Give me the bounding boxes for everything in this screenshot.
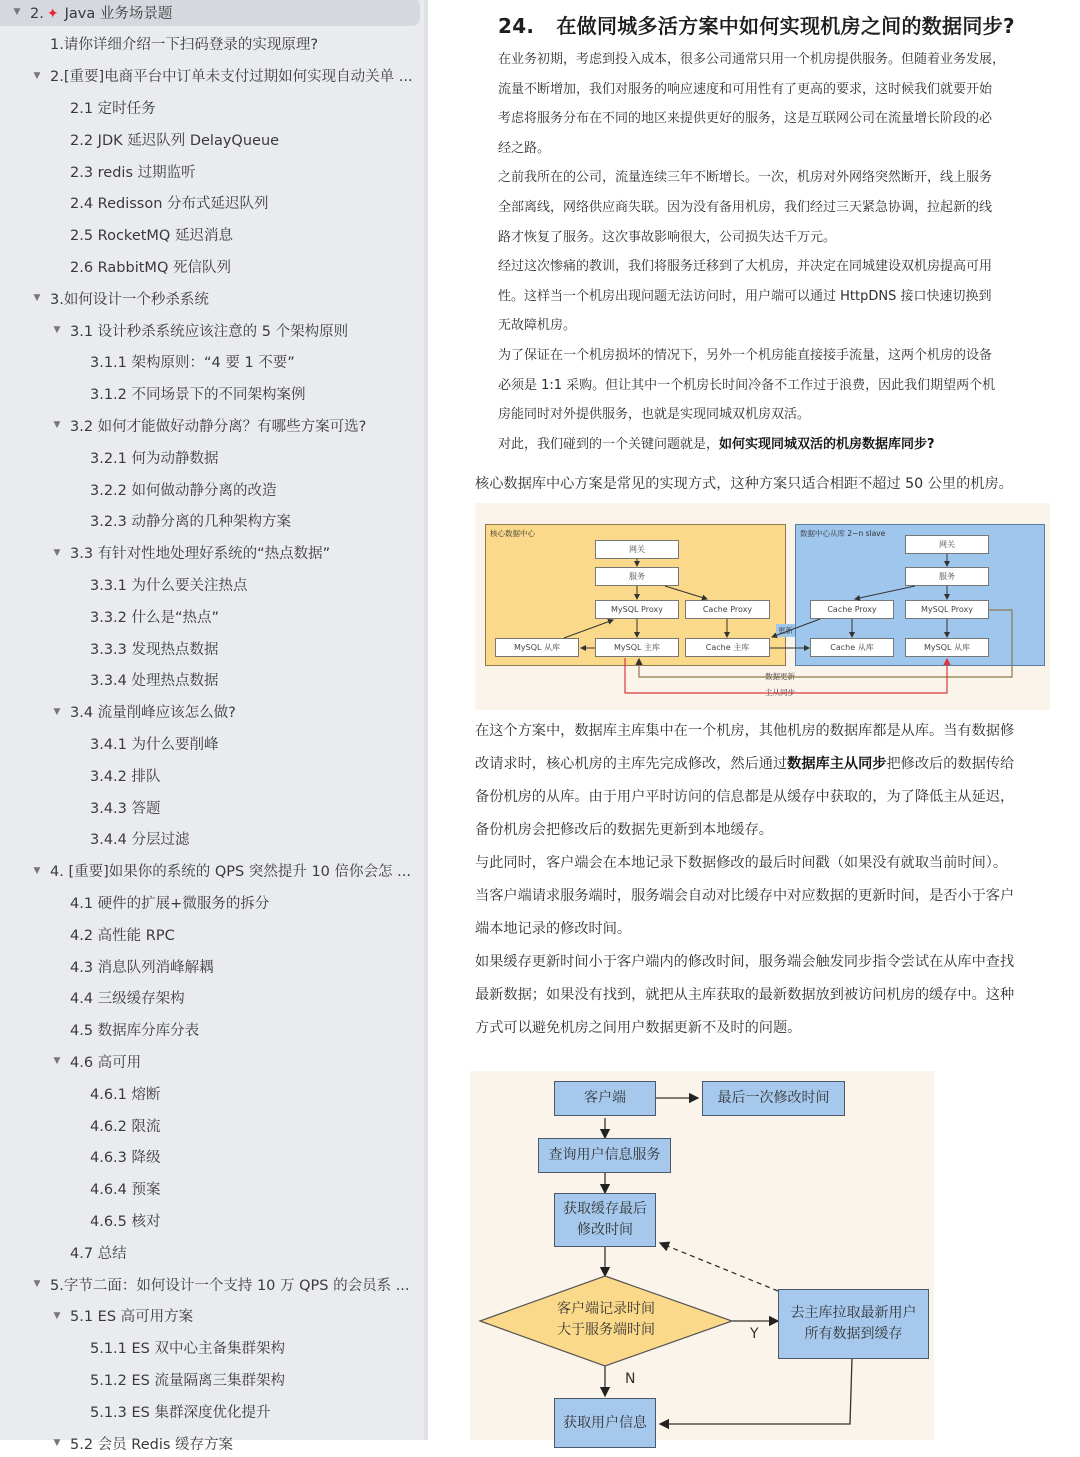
text-span: 数据库主从同步 — [787, 756, 887, 772]
text-line — [475, 847, 1014, 880]
zone-label: 核心数据中心 — [490, 529, 535, 538]
toc-item[interactable] — [0, 316, 420, 344]
toc-item-label: 3.1.2 不同场景下的不同架构案例 — [90, 387, 306, 404]
legend-data-update: 数据更新 — [765, 672, 795, 681]
expand-arrow-icon[interactable]: ▼ — [53, 706, 61, 717]
node-label: 获取缓存最后 — [563, 1201, 647, 1217]
sync-explanation-paragraphs — [475, 715, 1014, 1045]
toc-item[interactable] — [0, 1143, 420, 1171]
toc-item-label: 4.6.2 限流 — [90, 1118, 161, 1135]
yes-label: Y — [750, 1326, 759, 1342]
text-span: 端本地记录的修改时间。 — [475, 921, 632, 937]
legend-master-slave-sync: 主从同步 — [765, 688, 795, 697]
expand-arrow-icon[interactable]: ▼ — [13, 7, 21, 17]
toc-item-label: 2.2 JDK 延迟队列 DelayQueue — [70, 132, 280, 149]
slave-cache-node: Cache 从库 — [810, 638, 894, 657]
text-line — [475, 880, 1014, 913]
toc-item[interactable] — [0, 507, 420, 535]
text-span: 最新数据；如果没有找到，就把从主库获取的最新数据放到被访问机房的缓存中。这种 — [475, 987, 1015, 1003]
intro-paragraphs — [498, 45, 1005, 430]
expand-arrow-icon[interactable]: ▼ — [53, 325, 61, 335]
toc-item[interactable] — [0, 825, 420, 853]
toc-item-label: 4.6.3 降级 — [90, 1150, 161, 1167]
toc-item-label: 4.2 高性能 RPC — [70, 927, 175, 944]
toc-item[interactable] — [0, 888, 420, 916]
toc-item-label: 5.2 会员 Redis 缓存方案 — [70, 1436, 234, 1453]
toc-item-label: 3.2 如何才能做好动静分离？有哪些方案可选? — [70, 418, 367, 435]
text-line: 经过这次惨痛的教训，我们将服务迁移到了大机房，并决定在同城建设双机房提高可用 — [498, 259, 993, 275]
toc-item-label: 5.1.2 ES 流量隔离三集群架构 — [90, 1372, 285, 1389]
toc-item[interactable] — [0, 1334, 420, 1362]
text-line: 经之路。 — [498, 140, 551, 156]
toc-item-label: 3.1.1 架构原则：“4 要 1 不要” — [90, 355, 295, 372]
query-service-node — [538, 1138, 671, 1173]
text-line — [475, 946, 1014, 979]
toc-item[interactable] — [0, 761, 420, 789]
toc-item-label: 3.3.4 处理热点数据 — [90, 673, 219, 690]
toc-item-label: 2.3 redis 过期监听 — [70, 164, 196, 181]
text-span: 改请求时，核心机房的主库先完成修改，然后通过 — [475, 756, 788, 772]
text-line — [475, 979, 1014, 1012]
toc-item-label: 3.2.3 动静分离的几种架构方案 — [90, 514, 292, 531]
toc-item[interactable] — [0, 1429, 420, 1457]
toc-item-label: 3.4 流量削峰应该怎么做? — [70, 705, 236, 722]
toc-item-label: 2.5 RocketMQ 延迟消息 — [70, 228, 233, 245]
toc-item[interactable] — [0, 1206, 420, 1234]
toc-item[interactable] — [0, 1302, 420, 1330]
slave-service-node: 服务 — [905, 567, 989, 586]
toc-item[interactable] — [0, 920, 420, 948]
document-content — [428, 0, 1080, 1440]
toc-item-label: 5.1.1 ES 双中心主备集群架构 — [90, 1341, 285, 1358]
toc-item[interactable] — [0, 793, 420, 821]
toc-item[interactable] — [0, 93, 420, 121]
client-node: 客户端 — [554, 1081, 656, 1116]
text-span: 把修改后的数据传给 — [886, 756, 1015, 772]
slave-mysql-node: MySQL 从库 — [905, 638, 989, 657]
text-span: 备份机房的从库。由于用户平时访问的信息都是从缓存中获取的，为了降低主从延迟， — [475, 789, 1015, 805]
text-span: 在这个方案中，数据库主库集中在一个机房，其他机房的数据库都是从库。当有数据修 — [475, 723, 1015, 739]
pin-icon: ✦ — [46, 5, 59, 22]
text-line: 考虑将服务分布在不同的地区来提供更好的服务，这是互联网公司在流量增长阶段的必 — [498, 111, 993, 127]
expand-arrow-icon[interactable]: ▼ — [53, 1056, 61, 1067]
toc-item[interactable] — [0, 666, 420, 694]
toc-item[interactable] — [0, 698, 420, 726]
toc-item-label: 3.4.3 答题 — [90, 800, 161, 817]
toc-item[interactable] — [0, 221, 420, 249]
node-label: 所有数据到缓存 — [804, 1326, 903, 1342]
decision-node — [550, 1299, 662, 1341]
question-line — [498, 430, 935, 460]
toc-item[interactable] — [0, 348, 420, 376]
toc-item-label: 5.1 ES 高可用方案 — [70, 1309, 194, 1326]
toc-item-label: 5.字节二面：如何设计一个支持 10 万 QPS 的会员系 ... — [50, 1277, 410, 1294]
toc-item[interactable] — [0, 857, 420, 885]
expand-arrow-icon[interactable]: ▼ — [33, 293, 41, 304]
section-title: 在做同城多活方案中如何实现机房之间的数据同步? — [556, 14, 1015, 38]
toc-item[interactable] — [0, 1016, 420, 1044]
expand-arrow-icon[interactable]: ▼ — [53, 547, 61, 558]
toc-item[interactable] — [0, 411, 420, 439]
toc-item[interactable] — [0, 475, 420, 503]
core-service-node: 服务 — [595, 567, 679, 586]
architecture-diagram — [475, 503, 1050, 710]
expand-arrow-icon[interactable]: ▼ — [33, 1279, 41, 1289]
question-prefix: 对此，我们碰到的一个关键问题就是， — [498, 437, 720, 452]
toc-item[interactable] — [0, 1047, 420, 1075]
text-line — [475, 781, 1014, 814]
core-mysql-slave-node: MySQL 从库 — [495, 638, 579, 657]
toc-item[interactable] — [0, 1397, 420, 1425]
text-span: 方式可以避免机房之间用户数据更新不及时的问题。 — [475, 1020, 802, 1036]
text-span: 当客户端请求服务端时，服务端会自动对比缓存中对应数据的更新时间，是否小于客户 — [475, 888, 1015, 904]
text-line — [475, 748, 1014, 781]
toc-item[interactable] — [0, 984, 420, 1012]
decision-label: 大于服务端时间 — [557, 1322, 655, 1338]
pull-master-node — [778, 1289, 929, 1359]
toc-item-label: 2.1 定时任务 — [70, 100, 156, 117]
toc-item[interactable] — [0, 1270, 420, 1298]
toc-item[interactable] — [0, 380, 420, 408]
page-title — [498, 10, 1015, 39]
expand-arrow-icon[interactable]: ▼ — [53, 1310, 61, 1321]
toc-item-label: 4. [重要]如果你的系统的 QPS 突然提升 10 倍你会怎 ... — [50, 864, 411, 881]
toc-item-label: 3.2.1 何为动静数据 — [90, 450, 219, 467]
toc-item-label: 2.[重要]电商平台中订单未支付过期如何实现自动关单 ... — [50, 69, 413, 86]
expand-arrow-icon[interactable]: ▼ — [33, 70, 41, 81]
toc-item-label: 4.6 高可用 — [70, 1054, 142, 1071]
toc-item[interactable] — [0, 1111, 420, 1139]
slave-mysql-proxy-node: MySQL Proxy — [905, 600, 989, 619]
slave-cache-proxy-node: Cache Proxy — [810, 600, 894, 619]
core-gateway-node: 网关 — [595, 540, 679, 559]
text-line — [475, 814, 1014, 847]
toc-item-label: 3.3 有针对性地处理好系统的“热点数据” — [70, 546, 331, 563]
toc-item[interactable] — [0, 0, 420, 26]
toc-item-label: 2.6 RabbitMQ 死信队列 — [70, 259, 231, 276]
expand-arrow-icon[interactable]: ▼ — [33, 865, 41, 876]
toc-item-label: 3.4.2 排队 — [90, 768, 161, 785]
text-line: 必须是 1:1 采购。但让其中一个机房长时间冷备不工作过于浪费，因此我们期望两个机 — [498, 377, 996, 393]
toc-item-label: 3.1 设计秒杀系统应该注意的 5 个架构原则 — [70, 323, 349, 340]
toc-item-label: 3.2.2 如何做动静分离的改造 — [90, 482, 277, 499]
node-label: 修改时间 — [577, 1222, 633, 1238]
architecture-connectors — [475, 503, 1050, 710]
slave-gateway-node: 网关 — [905, 535, 989, 554]
sync-flowchart — [470, 1071, 934, 1440]
toc-item[interactable] — [0, 62, 420, 90]
text-line — [475, 715, 1014, 748]
toc-item-label: 2.4 Redisson 分布式延迟队列 — [70, 196, 269, 213]
text-span: 与此同时，客户端会在本地记录下数据修改的最后时间戳（如果没有就取当前时间）。 — [475, 855, 1008, 871]
toc-item[interactable] — [0, 30, 420, 58]
text-line: 在业务初期，考虑到投入成本，很多公司通常只用一个机房提供服务。但随着业务发展， — [498, 52, 1006, 67]
question-bold: 如何实现同城双活的机房数据库同步? — [719, 437, 935, 452]
expand-arrow-icon[interactable]: ▼ — [53, 1438, 61, 1448]
toc-item-label: 3.如何设计一个秒杀系统 — [50, 291, 209, 308]
text-line — [475, 913, 1014, 946]
toc-item-label: 3.3.2 什么是“热点” — [90, 609, 220, 626]
text-line — [475, 1012, 1014, 1045]
text-line: 房能同时对外提供服务，也就是实现同城双机房双活。 — [498, 407, 811, 423]
no-label: N — [625, 1371, 636, 1387]
toc-item-label: 4.6.1 熔断 — [90, 1086, 161, 1103]
toc-item-label: 4.4 三级缓存架构 — [70, 991, 185, 1008]
get-cache-time-node — [554, 1193, 656, 1247]
toc-item[interactable] — [0, 189, 420, 217]
toc-item[interactable] — [0, 125, 420, 153]
core-cache-master-node: Cache 主库 — [685, 638, 770, 657]
toc-item[interactable] — [0, 1079, 420, 1107]
toc-item[interactable] — [0, 284, 420, 312]
text-line: 全部离线，网络供应商失联。因为没有备用机房，我们经过三天紧急协调，拉起新的线 — [498, 199, 993, 215]
toc-item-label: 4.1 硬件的扩展+微服务的拆分 — [70, 895, 270, 912]
toc-sidebar — [0, 0, 428, 1453]
toc-item[interactable] — [0, 157, 420, 185]
toc-item[interactable] — [0, 443, 420, 471]
toc-item[interactable] — [0, 1175, 420, 1203]
text-line: 性。这样当一个机房出现问题无法访问时，用户端可以通过 HttpDNS 接口快速切换到 — [498, 288, 992, 304]
toc-item-label: 3.3.1 为什么要关注热点 — [90, 577, 248, 594]
node-label: 查询用户信息服务 — [548, 1147, 661, 1163]
core-cache-proxy-node: Cache Proxy — [685, 600, 770, 619]
text-span: 备份机房会把修改后的数据先更新到本地缓存。 — [475, 822, 773, 838]
core-scheme-line: 核心数据库中心方案是常见的实现方式，这种方案只适合相距不超过 50 公里的机房。 — [475, 476, 1013, 492]
text-line: 流量不断增加，我们对服务的响应速度和可用性有了更高的要求，这时候我们就要开始 — [498, 81, 993, 97]
zone-label: 数据中心从库 2~n slave — [800, 529, 886, 538]
toc-item[interactable] — [0, 1238, 420, 1266]
toc-item[interactable] — [0, 539, 420, 567]
toc-item-label: 3.4.1 为什么要削峰 — [90, 736, 219, 753]
toc-item-label: 2. ✦ Java 业务场景题 — [30, 5, 173, 22]
get-user-info-node: 获取用户信息 — [554, 1398, 656, 1448]
expand-arrow-icon[interactable]: ▼ — [53, 420, 61, 431]
toc-item-label: 3.3.3 发现热点数据 — [90, 641, 219, 658]
toc-item[interactable] — [0, 602, 420, 630]
update-tag: 更新 — [778, 626, 793, 635]
core-mysql-master-node: MySQL 主库 — [595, 638, 679, 657]
core-mysql-proxy-node: MySQL Proxy — [595, 600, 679, 619]
toc-item-label: 4.6.4 预案 — [90, 1182, 161, 1199]
section-number: 24. — [498, 14, 535, 38]
flowchart-connectors — [470, 1071, 934, 1440]
text-span: 如果缓存更新时间小于客户端内的修改时间，服务端会触发同步指令尝试在从库中查找 — [475, 954, 1015, 970]
toc-item-label: 1.请你详细介绍一下扫码登录的实现原理? — [50, 37, 319, 54]
node-label: 去主库拉取最新用户 — [790, 1305, 917, 1321]
toc-item-label: 4.5 数据库分库分表 — [70, 1023, 200, 1040]
toc-item-label: 5.1.3 ES 集群深度优化提升 — [90, 1404, 271, 1421]
decision-label: 客户端记录时间 — [557, 1301, 655, 1317]
text-line: 为了保证在一个机房损坏的情况下，另外一个机房能直接接手流量，这两个机房的设备 — [498, 347, 993, 363]
toc-item-label: 4.3 消息队列消峰解耦 — [70, 959, 214, 976]
toc-item[interactable] — [0, 729, 420, 757]
last-modified-node: 最后一次修改时间 — [702, 1081, 845, 1116]
text-line: 无故障机房。 — [498, 318, 577, 334]
toc-item[interactable] — [0, 634, 420, 662]
toc-item[interactable] — [0, 570, 420, 598]
toc-item[interactable] — [0, 1365, 420, 1393]
toc-item[interactable] — [0, 252, 420, 280]
toc-item-label: 3.4.4 分层过滤 — [90, 832, 190, 849]
toc-item-label: 4.6.5 核对 — [90, 1213, 161, 1230]
toc-item-label: 4.7 总结 — [70, 1245, 127, 1262]
text-line: 之前我所在的公司，流量连续三年不断增长。一次，机房对外网络突然断开，线上服务 — [498, 170, 993, 186]
text-line: 路才恢复了服务。这次事故影响很大，公司损失达千万元。 — [498, 229, 837, 245]
toc-item[interactable] — [0, 952, 420, 980]
